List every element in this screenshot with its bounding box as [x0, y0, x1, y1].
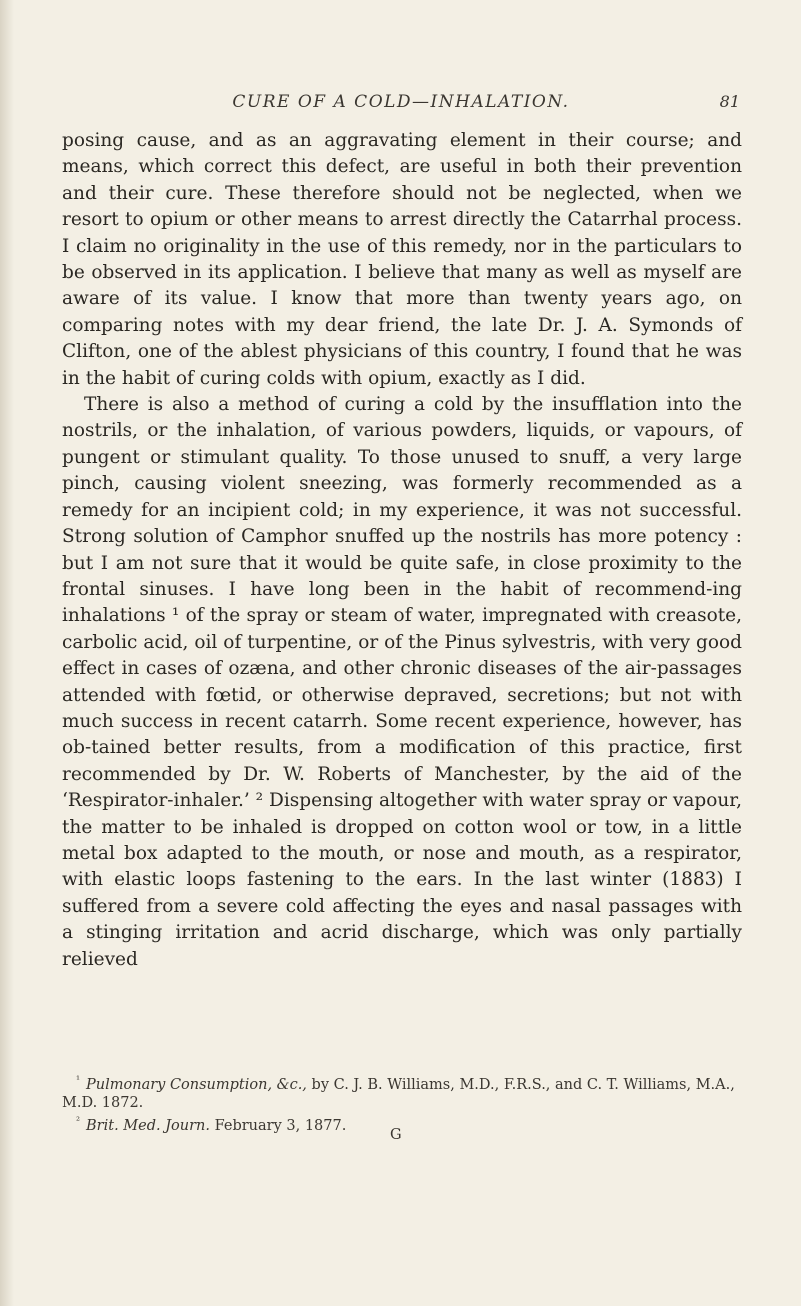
running-title: CURE OF A COLD—INHALATION.	[232, 92, 570, 112]
running-head	[62, 92, 740, 116]
footnote-text: February 3, 1877.	[209, 1117, 347, 1134]
signature-mark: G	[390, 1127, 402, 1143]
footnote-title: Pulmonary Consumption, &c.,	[86, 1076, 307, 1093]
footnote	[62, 1072, 742, 1113]
page-number: 81	[719, 92, 740, 111]
paragraph: posing cause, and as an aggravating element in their course; and means, which correct this defect, are useful in both their prevention and their cure. These therefore should not be neglected, when we resort to opium or other means to arrest directly the Catarrhal process. I claim no originality in the use of this remedy, nor in the particulars to be observed in its application. I believe that many as well as myself are aware of its value. I know that more than twenty years ago, on comparing notes with my dear friend, the late Dr. J. A. Symonds of Clifton, one of the ablest physicians of this country, I found that he was in the habit of curing colds with opium, exactly as I did.	[62, 130, 742, 389]
footnote	[62, 1113, 742, 1135]
footnote-text: by C. J. B. Williams, M.D., F.R.S., and C. T. Williams, M.A., M.D. 1872.	[62, 1076, 735, 1112]
page-gutter-shadow	[0, 0, 14, 1306]
footnote-title: Brit. Med. Journ.	[86, 1117, 210, 1134]
footnote-marker: ¹	[76, 1075, 81, 1086]
footnote-marker: ²	[76, 1115, 81, 1127]
body-text	[62, 128, 742, 973]
paragraph: There is also a method of curing a cold by the insufflation into the nostrils, or the inhalation, of various powders, liquids, or vapours, of pungent or stimulant quality. To those unused to snuff, a very large pinch, causing violent sneezing, was formerly recommended as a remedy for an incipient cold; in my experience, it was not successful. Strong solution of Camphor snuffed up the nostrils has more potency : but I am not sure that it would be quite safe, in close proximity to the frontal sinuses. I have long been in the habit of recommend-ing inhalations ¹ of the spray or steam of water, impregnated with creasote, carbolic acid, oil of turpentine, or of the Pinus sylvestris, with very good effect in cases of ozæna, and other chronic diseases of the air-passages attended with fœtid, or otherwise depraved, secretions; but not with much success in recent catarrh. Some recent experience, however, has ob-tained better results, from a modification of this practice, first recommended by Dr. W. Roberts of Manchester, by the aid of the ‘Respirator-inhaler.’ ² Dispensing altogether with water spray or vapour, the matter to be inhaled is dropped on cotton wool or tow, in a little metal box adapted to the mouth, or nose and mouth, as a respirator, with elastic loops fastening to the ears. In the last winter (1883) I suffered from a severe cold affecting the eyes and nasal passages with a stinging irritation and acrid discharge, which was only partially relieved	[62, 394, 742, 970]
footnotes	[62, 1072, 742, 1135]
